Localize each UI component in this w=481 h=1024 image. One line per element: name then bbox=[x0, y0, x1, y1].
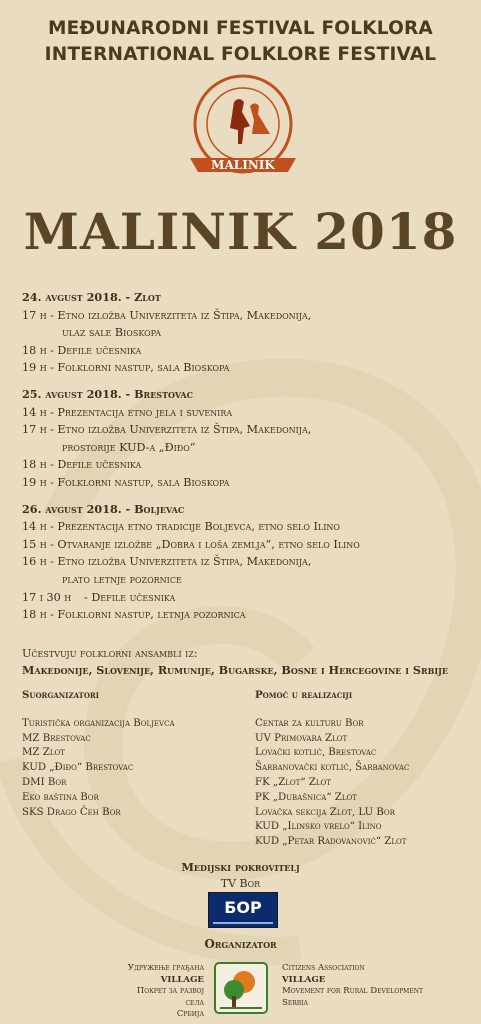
co-organizers-heading: Suorganizatori bbox=[22, 689, 100, 701]
program-event bbox=[22, 307, 472, 325]
organizer-right-line: Movement for Rural Development bbox=[282, 986, 423, 997]
support-item: UV Primovara Zlot bbox=[255, 732, 348, 744]
organizer-heading: Organizator bbox=[204, 937, 277, 951]
organizer-right-line: Serbia bbox=[282, 997, 308, 1008]
support-item: Šarbanovački kotlić, Šarbanovac bbox=[255, 762, 410, 774]
event-text: - Prezentacija etno tradicije Boljevca, etno selo Ilino bbox=[50, 520, 340, 534]
participants bbox=[22, 645, 477, 679]
event-time: 17 h bbox=[22, 423, 47, 437]
support-item: PK „Dubašnica“ Zlot bbox=[255, 791, 357, 803]
day-heading: 25. avgust 2018. - Brestovac bbox=[22, 386, 194, 401]
program-event bbox=[22, 474, 472, 492]
village-logo bbox=[214, 962, 268, 1014]
event-text: - Etno izložba Univerziteta iz Štipa, Makedonija, bbox=[50, 308, 312, 322]
event-time: 17 i 30 h bbox=[22, 590, 72, 604]
organizer-left bbox=[116, 963, 204, 1021]
program-event bbox=[22, 571, 472, 589]
support-item: Lovački kotlić, Brestovac bbox=[255, 747, 377, 759]
organizer-right bbox=[282, 963, 472, 1009]
participants-countries: Makedonije, Slovenije, Rumunije, Bugarske, Bosne i Hercegovine i Srbije bbox=[22, 663, 449, 677]
media-heading: Medijski pokrovitelj bbox=[181, 860, 300, 874]
tv-logo-text: БОР bbox=[224, 898, 262, 917]
event-text: - Prezentacija etno jela i suvenira bbox=[50, 405, 233, 419]
program-event bbox=[22, 589, 472, 607]
tv-bor-logo bbox=[208, 892, 278, 928]
support-item: KUD „Petar Radovanović“ Zlot bbox=[255, 836, 407, 848]
event-text: - Folklorni nastup, letnja pozornica bbox=[50, 608, 246, 622]
organizer-left-line: Србија bbox=[176, 1009, 204, 1020]
header-line-1: MEĐUNARODNI FESTIVAL FOLKLORA bbox=[48, 18, 433, 39]
page-title: MALINIK 2018 bbox=[23, 202, 458, 261]
participants-intro: Učestvuju folklorni ansambli iz: bbox=[22, 647, 198, 660]
co-organizers bbox=[22, 688, 242, 820]
program-day bbox=[22, 289, 472, 377]
organizer-right-line: VILLAGE bbox=[282, 974, 326, 985]
event-time: 15 h bbox=[22, 537, 47, 551]
event-time: 19 h bbox=[22, 475, 47, 489]
co-organizer-item: MZ Zlot bbox=[22, 747, 65, 759]
program-day bbox=[22, 501, 472, 624]
event-text: - Defile učesnika bbox=[84, 590, 176, 604]
logo-name: MALINIK bbox=[211, 158, 275, 172]
organizer-left-line: Покрет за развој села bbox=[136, 986, 204, 1008]
event-time: 18 h bbox=[22, 343, 47, 357]
co-organizer-item: Turistička organizacija Boljevca bbox=[22, 717, 175, 729]
organizer-left-line: VILLAGE bbox=[160, 974, 204, 985]
event-text: prostorije KUD-a „Điđo“ bbox=[62, 440, 196, 454]
program-event bbox=[22, 342, 472, 360]
support-item: FK „Zlot“ Zlot bbox=[255, 776, 331, 788]
program-event bbox=[22, 439, 472, 457]
media-name: TV Bor bbox=[220, 877, 261, 890]
program-event bbox=[22, 553, 472, 571]
event-text: - Etno izložba Univerziteta iz Štipa, Makedonija, bbox=[50, 423, 312, 437]
organizer-right-line: Citizens Association bbox=[282, 963, 365, 973]
program-event bbox=[22, 404, 472, 422]
event-time: 14 h bbox=[22, 520, 47, 534]
co-organizer-item: DMI Bor bbox=[22, 776, 67, 788]
day-heading: 26. avgust 2018. - Boljevac bbox=[22, 501, 185, 516]
event-time: 17 h bbox=[22, 308, 47, 322]
co-organizer-item: SKS Drago Čeh Bor bbox=[22, 806, 121, 818]
event-text: plato letnje pozornice bbox=[62, 572, 182, 586]
organizer-left-line: Удружење грађана bbox=[127, 963, 204, 973]
support-item: Centar za kulturu Bor bbox=[255, 717, 364, 729]
event-time: 16 h bbox=[22, 555, 47, 569]
event-text: - Folklorni nastup, sala Bioskopa bbox=[50, 475, 230, 489]
event-text: - Etno izložba Univerziteta iz Štipa, Makedonija, bbox=[50, 555, 312, 569]
program-event bbox=[22, 606, 472, 624]
program-event bbox=[22, 536, 472, 554]
day-heading: 24. avgust 2018. - Zlot bbox=[22, 290, 161, 304]
support-item: Lovačka sekcija Zlot, LU Bor bbox=[255, 806, 395, 818]
header-line-2: INTERNATIONAL FOLKLORE FESTIVAL bbox=[44, 44, 437, 65]
program-event bbox=[22, 456, 472, 474]
event-text: - Defile učesnika bbox=[50, 458, 142, 472]
program-event bbox=[22, 518, 472, 536]
event-time: 19 h bbox=[22, 361, 47, 375]
event-text: - Folklorni nastup, sala Bioskopa bbox=[50, 361, 230, 375]
program-day bbox=[22, 386, 472, 492]
event-time: 18 h bbox=[22, 458, 47, 472]
event-text: - Otvaranje izložbe „Dobra i loša zemlja“, etno selo Ilino bbox=[50, 537, 360, 551]
support-heading: Pomoć u realizaciji bbox=[255, 689, 353, 701]
support-list bbox=[255, 688, 475, 850]
co-organizer-item: Eko baština Bor bbox=[22, 791, 99, 803]
event-text: - Defile učesnika bbox=[50, 343, 142, 357]
event-time: 18 h bbox=[22, 608, 47, 622]
program-event bbox=[22, 359, 472, 377]
support-item: KUD „Ilinsko vrelo“ Ilino bbox=[255, 821, 382, 833]
co-organizer-item: KUD „Điđo“ Brestovac bbox=[22, 762, 134, 774]
program bbox=[22, 289, 472, 633]
co-organizer-item: MZ Brestovac bbox=[22, 732, 91, 744]
event-text: ulaz sale Bioskopa bbox=[62, 326, 162, 340]
program-event bbox=[22, 421, 472, 439]
festival-logo bbox=[178, 72, 308, 194]
program-event bbox=[22, 324, 472, 342]
event-time: 14 h bbox=[22, 405, 47, 419]
